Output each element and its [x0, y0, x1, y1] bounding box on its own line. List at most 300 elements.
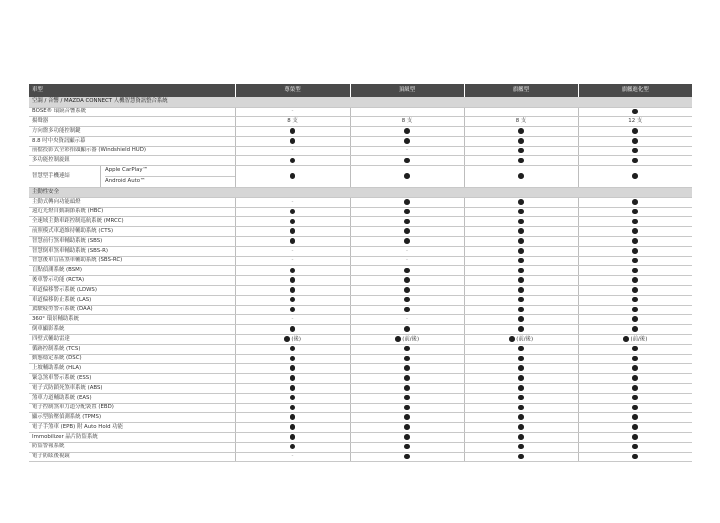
spec-value	[350, 276, 464, 286]
filled-circle-icon	[632, 248, 638, 254]
spec-value	[235, 136, 350, 146]
spec-value	[578, 276, 692, 286]
spec-body	[29, 97, 692, 462]
filled-circle-icon	[290, 268, 296, 274]
filled-circle-icon	[632, 297, 638, 303]
filled-circle-icon	[404, 434, 410, 440]
spec-label	[29, 166, 235, 188]
spec-row	[29, 156, 692, 166]
spec-label: BOSE® 環繞音響系統	[29, 107, 235, 117]
spec-row	[29, 354, 692, 364]
spec-value	[235, 166, 350, 188]
spec-value	[350, 344, 464, 354]
spec-label: 前擋投影式全彩抬頭顯示器 (Windshield HUD)	[29, 146, 235, 156]
spec-label: 智慧後車盲區煞車輔助系統 (SBS-RC)	[29, 256, 235, 266]
filled-circle-icon	[290, 158, 296, 164]
filled-circle-icon	[518, 219, 524, 225]
filled-circle-icon	[404, 268, 410, 274]
spec-value	[578, 136, 692, 146]
filled-circle-icon	[518, 375, 524, 381]
filled-circle-icon	[290, 414, 296, 420]
filled-circle-icon	[632, 316, 638, 322]
spec-value	[578, 166, 692, 188]
spec-row	[29, 146, 692, 156]
spec-value	[578, 403, 692, 413]
spec-value	[464, 156, 578, 166]
spec-value	[464, 146, 578, 156]
section-header	[29, 187, 692, 197]
spec-value: -	[350, 315, 464, 325]
spec-label: 前照模式車道維持輔助系統 (CTS)	[29, 227, 235, 237]
filled-circle-icon	[290, 365, 296, 371]
filled-circle-icon	[290, 277, 296, 283]
filled-circle-icon	[290, 375, 296, 381]
filled-circle-icon	[632, 228, 638, 234]
filled-circle-icon	[290, 238, 296, 244]
spec-value	[578, 146, 692, 156]
spec-value	[578, 433, 692, 443]
spec-value	[464, 384, 578, 394]
spec-value	[464, 335, 578, 345]
spec-table	[29, 84, 692, 462]
filled-circle-icon	[632, 454, 638, 460]
spec-row	[29, 325, 692, 335]
filled-circle-icon	[632, 346, 638, 352]
filled-circle-icon	[404, 307, 410, 313]
spec-row	[29, 207, 692, 217]
filled-circle-icon	[632, 326, 638, 332]
filled-circle-icon	[518, 258, 524, 264]
spec-value: -	[235, 146, 350, 156]
spec-value: -	[235, 452, 350, 462]
filled-circle-icon	[404, 158, 410, 164]
spec-value	[464, 227, 578, 237]
filled-circle-icon	[632, 434, 638, 440]
filled-circle-icon	[404, 287, 410, 293]
filled-circle-icon	[632, 307, 638, 313]
spec-value	[578, 374, 692, 384]
filled-circle-icon	[632, 158, 638, 164]
spec-value	[235, 276, 350, 286]
spec-value	[578, 393, 692, 403]
spec-value	[578, 452, 692, 462]
spec-value	[578, 107, 692, 117]
filled-circle-icon	[518, 434, 524, 440]
filled-circle-icon	[404, 375, 410, 381]
spec-value	[235, 423, 350, 433]
spec-value	[464, 127, 578, 137]
filled-circle-icon	[632, 405, 638, 411]
filled-circle-icon	[632, 268, 638, 274]
spec-value	[464, 217, 578, 227]
filled-circle-icon	[290, 405, 296, 411]
spec-value	[578, 335, 692, 345]
spec-value-note: (後)	[289, 336, 301, 343]
filled-circle-icon	[518, 414, 524, 420]
filled-circle-icon	[518, 405, 524, 411]
filled-circle-icon	[518, 128, 524, 134]
spec-value	[235, 403, 350, 413]
filled-circle-icon	[290, 326, 296, 332]
spec-value	[235, 217, 350, 227]
spec-value	[464, 442, 578, 452]
filled-circle-icon	[290, 228, 296, 234]
spec-row	[29, 305, 692, 315]
spec-value	[350, 107, 464, 117]
filled-circle-icon	[632, 128, 638, 134]
spec-label: 後車警示功能 (RCTA)	[29, 276, 235, 286]
filled-circle-icon	[290, 219, 296, 225]
filled-circle-icon	[290, 424, 296, 430]
filled-circle-icon	[518, 424, 524, 430]
filled-circle-icon	[404, 297, 410, 303]
spec-row	[29, 136, 692, 146]
filled-circle-icon	[518, 395, 524, 401]
spec-value	[235, 286, 350, 296]
spec-value	[578, 384, 692, 394]
spec-value	[578, 354, 692, 364]
spec-row	[29, 423, 692, 433]
filled-circle-icon	[632, 395, 638, 401]
spec-label: 緊急煞車警示系統 (ESS)	[29, 374, 235, 384]
filled-circle-icon	[632, 277, 638, 283]
filled-circle-icon	[518, 365, 524, 371]
spec-value	[464, 413, 578, 423]
spec-value: -	[350, 246, 464, 256]
filled-circle-icon	[404, 424, 410, 430]
spec-value	[464, 197, 578, 207]
spec-value	[350, 354, 464, 364]
filled-circle-icon	[518, 444, 524, 450]
spec-value	[578, 295, 692, 305]
spec-label: 電子手煞車 (EPB) 附 Auto Hold 功能	[29, 423, 235, 433]
spec-row	[29, 127, 692, 137]
spec-value	[464, 256, 578, 266]
spec-label: Immobilizer 晶片防盜系統	[29, 433, 235, 443]
spec-label: 方向盤多功能控制鍵	[29, 127, 235, 137]
spec-label: 電子防眩後視鏡	[29, 452, 235, 462]
spec-value	[578, 246, 692, 256]
spec-row	[29, 403, 692, 413]
spec-value: -	[350, 146, 464, 156]
spec-value	[235, 384, 350, 394]
spec-value: 12 支	[578, 117, 692, 127]
spec-value	[464, 452, 578, 462]
spec-row	[29, 442, 692, 452]
filled-circle-icon	[290, 346, 296, 352]
filled-circle-icon	[404, 209, 410, 215]
spec-label: 電子控制煞車力道分配裝置 (EBD)	[29, 403, 235, 413]
spec-row	[29, 393, 692, 403]
header-feature: 車型	[29, 84, 235, 97]
spec-label: 電子式防鎖死煞車系統 (ABS)	[29, 384, 235, 394]
spec-value	[350, 335, 464, 345]
spec-row	[29, 452, 692, 462]
filled-circle-icon	[632, 365, 638, 371]
filled-circle-icon	[518, 277, 524, 283]
spec-value: -	[350, 256, 464, 266]
spec-label: 智慧前行煞車輔助系統 (SBS)	[29, 237, 235, 247]
spec-value	[235, 344, 350, 354]
spec-value	[350, 452, 464, 462]
spec-label: 盲點偵測系統 (BSM)	[29, 266, 235, 276]
filled-circle-icon	[404, 138, 410, 144]
spec-value	[235, 305, 350, 315]
spec-value	[578, 197, 692, 207]
spec-label: 上坡輔助系統 (HLA)	[29, 364, 235, 374]
spec-value	[464, 266, 578, 276]
spec-value	[350, 197, 464, 207]
filled-circle-icon	[290, 138, 296, 144]
spec-value	[578, 364, 692, 374]
spec-sublabel: Apple CarPlay™	[105, 166, 235, 177]
filled-circle-icon	[404, 346, 410, 352]
spec-value	[578, 256, 692, 266]
spec-value	[464, 433, 578, 443]
spec-label: 車道偏移警示系統 (LDWS)	[29, 286, 235, 296]
spec-value	[350, 207, 464, 217]
spec-value	[235, 442, 350, 452]
spec-value	[235, 207, 350, 217]
spec-value	[235, 393, 350, 403]
spec-value-note: (前/後)	[400, 336, 420, 343]
spec-label: 四壁式輔助雷達	[29, 335, 235, 345]
spec-value	[464, 136, 578, 146]
filled-circle-icon	[404, 395, 410, 401]
section-header	[29, 97, 692, 107]
header-trim: 頂級型	[350, 84, 464, 97]
filled-circle-icon	[290, 444, 296, 450]
filled-circle-icon	[518, 346, 524, 352]
spec-label: 智慧倒車煞車輔助系統 (SBS-R)	[29, 246, 235, 256]
spec-value-note: (前/後)	[628, 336, 648, 343]
spec-value	[350, 156, 464, 166]
header-trim: 旗艦型	[464, 84, 578, 97]
spec-value	[350, 393, 464, 403]
spec-row	[29, 256, 692, 266]
spec-value	[235, 295, 350, 305]
spec-label: 動態穩定系統 (DSC)	[29, 354, 235, 364]
spec-value	[350, 227, 464, 237]
filled-circle-icon	[632, 138, 638, 144]
spec-row	[29, 246, 692, 256]
spec-value	[578, 237, 692, 247]
spec-value	[350, 433, 464, 443]
spec-label: 倒車顯影系統	[29, 325, 235, 335]
spec-value	[464, 246, 578, 256]
filled-circle-icon	[632, 219, 638, 225]
spec-value	[578, 156, 692, 166]
filled-circle-icon	[518, 173, 524, 179]
filled-circle-icon	[290, 434, 296, 440]
spec-value: 8 支	[464, 117, 578, 127]
spec-value	[464, 305, 578, 315]
spec-value	[464, 107, 578, 117]
spec-value	[350, 136, 464, 146]
section-title: 空調 / 音響 / MAZDA CONNECT 人機智慧資訊整合系統	[29, 97, 692, 107]
spec-value	[464, 325, 578, 335]
spec-value	[350, 423, 464, 433]
spec-value	[350, 325, 464, 335]
spec-value: -	[235, 107, 350, 117]
spec-value	[235, 127, 350, 137]
filled-circle-icon	[518, 454, 524, 460]
filled-circle-icon	[404, 199, 410, 205]
filled-circle-icon	[518, 287, 524, 293]
spec-value: -	[235, 197, 350, 207]
spec-row	[29, 413, 692, 423]
filled-circle-icon	[632, 375, 638, 381]
spec-value	[578, 127, 692, 137]
spec-value	[578, 217, 692, 227]
filled-circle-icon	[290, 395, 296, 401]
spec-value	[464, 374, 578, 384]
spec-row	[29, 107, 692, 117]
spec-value	[464, 207, 578, 217]
spec-label: 防盜警報系統	[29, 442, 235, 452]
filled-circle-icon	[518, 199, 524, 205]
spec-value	[235, 227, 350, 237]
filled-circle-icon	[632, 444, 638, 450]
header-trim: 尊榮型	[235, 84, 350, 97]
filled-circle-icon	[632, 356, 638, 362]
filled-circle-icon	[290, 209, 296, 215]
spec-row	[29, 344, 692, 354]
spec-value	[350, 442, 464, 452]
spec-value	[578, 286, 692, 296]
filled-circle-icon	[632, 199, 638, 205]
spec-label: 全速域主動車距控制巡航系統 (MRCC)	[29, 217, 235, 227]
spec-value	[578, 305, 692, 315]
spec-value	[350, 127, 464, 137]
filled-circle-icon	[632, 173, 638, 179]
spec-value	[464, 364, 578, 374]
spec-value-note: (前/後)	[514, 336, 534, 343]
spec-row	[29, 276, 692, 286]
spec-value	[235, 266, 350, 276]
filled-circle-icon	[518, 148, 524, 154]
filled-circle-icon	[404, 326, 410, 332]
spec-row	[29, 433, 692, 443]
filled-circle-icon	[404, 454, 410, 460]
spec-row	[29, 286, 692, 296]
filled-circle-icon	[404, 356, 410, 362]
filled-circle-icon	[518, 248, 524, 254]
spec-label: 駕駛疲勞警示系統 (DAA)	[29, 305, 235, 315]
filled-circle-icon	[518, 307, 524, 313]
filled-circle-icon	[518, 209, 524, 215]
spec-value	[350, 295, 464, 305]
spec-value	[235, 237, 350, 247]
spec-value	[578, 442, 692, 452]
filled-circle-icon	[518, 138, 524, 144]
filled-circle-icon	[632, 414, 638, 420]
filled-circle-icon	[632, 109, 638, 115]
filled-circle-icon	[290, 307, 296, 313]
spec-row	[29, 295, 692, 305]
spec-value	[235, 325, 350, 335]
filled-circle-icon	[632, 258, 638, 264]
spec-label: 煞車力道輔助系統 (EAS)	[29, 393, 235, 403]
filled-circle-icon	[404, 414, 410, 420]
spec-value	[350, 286, 464, 296]
spec-value	[578, 423, 692, 433]
filled-circle-icon	[632, 287, 638, 293]
filled-circle-icon	[518, 297, 524, 303]
filled-circle-icon	[632, 148, 638, 154]
filled-circle-icon	[518, 158, 524, 164]
spec-row	[29, 217, 692, 227]
spec-value	[235, 433, 350, 443]
filled-circle-icon	[632, 424, 638, 430]
spec-label: 360° 環景輔助系統	[29, 315, 235, 325]
filled-circle-icon	[404, 228, 410, 234]
spec-row	[29, 197, 692, 207]
spec-value: -	[235, 315, 350, 325]
filled-circle-icon	[404, 405, 410, 411]
spec-row	[29, 364, 692, 374]
spec-label: 循跡控制系統 (TCS)	[29, 344, 235, 354]
spec-label: 主動式轉向功能頭燈	[29, 197, 235, 207]
spec-value	[350, 237, 464, 247]
spec-value	[235, 374, 350, 384]
spec-value	[464, 423, 578, 433]
filled-circle-icon	[290, 385, 296, 391]
spec-label: 車道偏移防止系統 (LAS)	[29, 295, 235, 305]
filled-circle-icon	[518, 385, 524, 391]
filled-circle-icon	[290, 356, 296, 362]
spec-label: 遠近光燈自動調節系統 (HBC)	[29, 207, 235, 217]
filled-circle-icon	[404, 444, 410, 450]
section-title: 主動性安全	[29, 187, 692, 197]
spec-row	[29, 266, 692, 276]
filled-circle-icon	[290, 128, 296, 134]
spec-value	[235, 335, 350, 345]
filled-circle-icon	[632, 385, 638, 391]
spec-value	[578, 344, 692, 354]
spec-value	[464, 295, 578, 305]
spec-value	[350, 413, 464, 423]
spec-value	[235, 413, 350, 423]
spec-value	[235, 156, 350, 166]
spec-value	[350, 305, 464, 315]
spec-value	[464, 344, 578, 354]
spec-value	[464, 166, 578, 188]
spec-row	[29, 384, 692, 394]
spec-row	[29, 237, 692, 247]
filled-circle-icon	[290, 297, 296, 303]
filled-circle-icon	[518, 238, 524, 244]
header-row	[29, 84, 692, 97]
spec-row	[29, 227, 692, 237]
header-trim: 旗艦進化型	[578, 84, 692, 97]
filled-circle-icon	[404, 238, 410, 244]
spec-value	[464, 354, 578, 364]
filled-circle-icon	[404, 385, 410, 391]
spec-sublabel: Android Auto™	[105, 178, 146, 185]
spec-value	[578, 325, 692, 335]
spec-value	[464, 315, 578, 325]
spec-value: 8 支	[350, 117, 464, 127]
filled-circle-icon	[404, 173, 410, 179]
spec-label: 8.8 吋中央資訊顯示幕	[29, 136, 235, 146]
filled-circle-icon	[404, 128, 410, 134]
filled-circle-icon	[290, 287, 296, 293]
spec-value	[350, 403, 464, 413]
filled-circle-icon	[404, 365, 410, 371]
filled-circle-icon	[518, 268, 524, 274]
spec-value	[464, 286, 578, 296]
